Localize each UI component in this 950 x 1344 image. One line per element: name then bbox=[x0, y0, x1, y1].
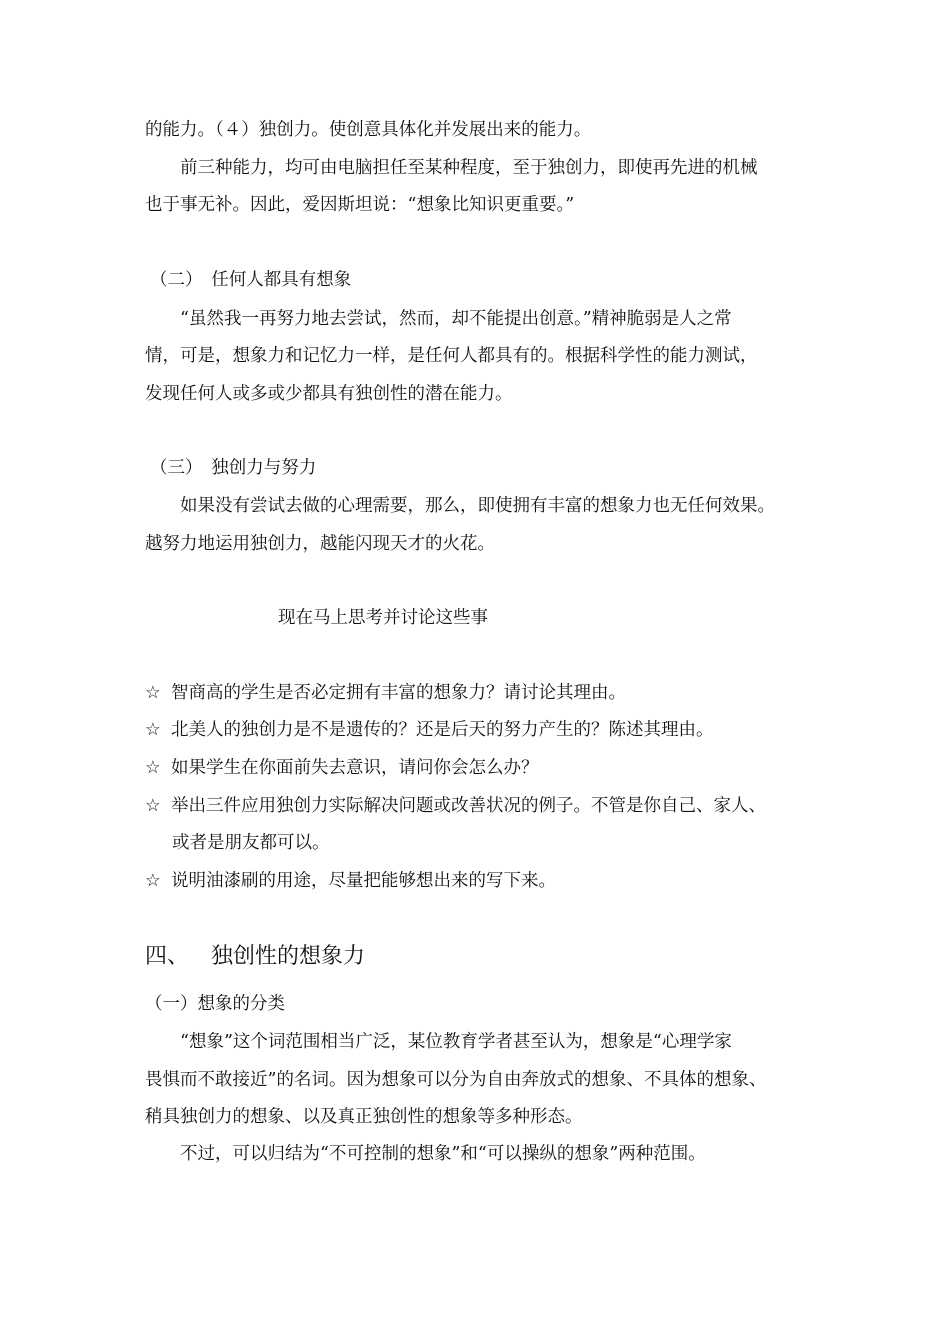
paragraph-line: 越努力地运用独创力，越能闪现天才的火花。 bbox=[145, 534, 495, 554]
paragraph-line: 也于事无补。因此，爱因斯坦说：“想象比知识更重要。” bbox=[145, 195, 575, 215]
question-text: 智商高的学生是否必定拥有丰富的想象力？请讨论其理由。 bbox=[171, 683, 626, 703]
paragraph-line: 畏惧而不敢接近”的名词。因为想象可以分为自由奔放式的想象、不具体的想象、 bbox=[145, 1070, 767, 1090]
paragraph-line: 情，可是，想象力和记忆力一样，是任何人都具有的。根据科学性的能力测试， bbox=[145, 346, 758, 366]
question-text-continued: 或者是朋友都可以。 bbox=[172, 833, 330, 853]
question-text: 北美人的独创力是不是遗传的？还是后天的努力产生的？陈述其理由。 bbox=[171, 720, 714, 740]
question-item bbox=[145, 869, 815, 893]
chapter-title: 独创性的想象力 bbox=[211, 944, 366, 969]
paragraph-line: 如果没有尝试去做的心理需要，那么，即使拥有丰富的想象力也无任何效果。 bbox=[180, 496, 775, 516]
chapter-heading bbox=[145, 943, 815, 971]
paragraph-line: “虽然我一再努力地去尝试，然而，却不能提出创意。”精神脆弱是人之常 bbox=[180, 309, 732, 329]
star-icon: ☆ bbox=[145, 871, 161, 891]
star-icon: ☆ bbox=[145, 683, 161, 703]
section-heading: （一）想象的分类 bbox=[145, 994, 285, 1014]
paragraph-line: 前三种能力，均可由电脑担任至某种程度，至于独创力，即使再先进的机械 bbox=[180, 158, 758, 178]
question-text: 如果学生在你面前失去意识，请问你会怎么办？ bbox=[171, 758, 539, 778]
question-item bbox=[145, 756, 815, 780]
question-item bbox=[145, 794, 815, 818]
star-icon: ☆ bbox=[145, 796, 161, 816]
paragraph-line: 稍具独创力的想象、以及真正独创性的想象等多种形态。 bbox=[145, 1107, 583, 1127]
question-text: 举出三件应用独创力实际解决问题或改善状况的例子。不管是你自己、家人、 bbox=[171, 796, 766, 816]
question-item bbox=[145, 718, 815, 742]
section-heading: （二） 任何人都具有想象 bbox=[150, 270, 352, 290]
paragraph-line: 的能力。（４）独创力。使创意具体化并发展出来的能力。 bbox=[145, 120, 592, 140]
question-item bbox=[145, 681, 815, 705]
chapter-number: 四、 bbox=[145, 944, 190, 969]
discussion-title: 现在马上思考并讨论这些事 bbox=[278, 608, 488, 628]
paragraph-line: “想象”这个词范围相当广泛，某位教育学者甚至认为，想象是“心理学家 bbox=[180, 1032, 732, 1052]
section-heading: （三） 独创力与努力 bbox=[150, 458, 317, 478]
paragraph-line: 发现任何人或多或少都具有独创性的潜在能力。 bbox=[145, 384, 513, 404]
star-icon: ☆ bbox=[145, 720, 161, 740]
question-text: 说明油漆刷的用途，尽量把能够想出来的写下来。 bbox=[171, 871, 556, 891]
paragraph-line: 不过，可以归结为“不可控制的想象”和“可以操纵的想象”两种范围。 bbox=[180, 1144, 706, 1164]
star-icon: ☆ bbox=[145, 758, 161, 778]
